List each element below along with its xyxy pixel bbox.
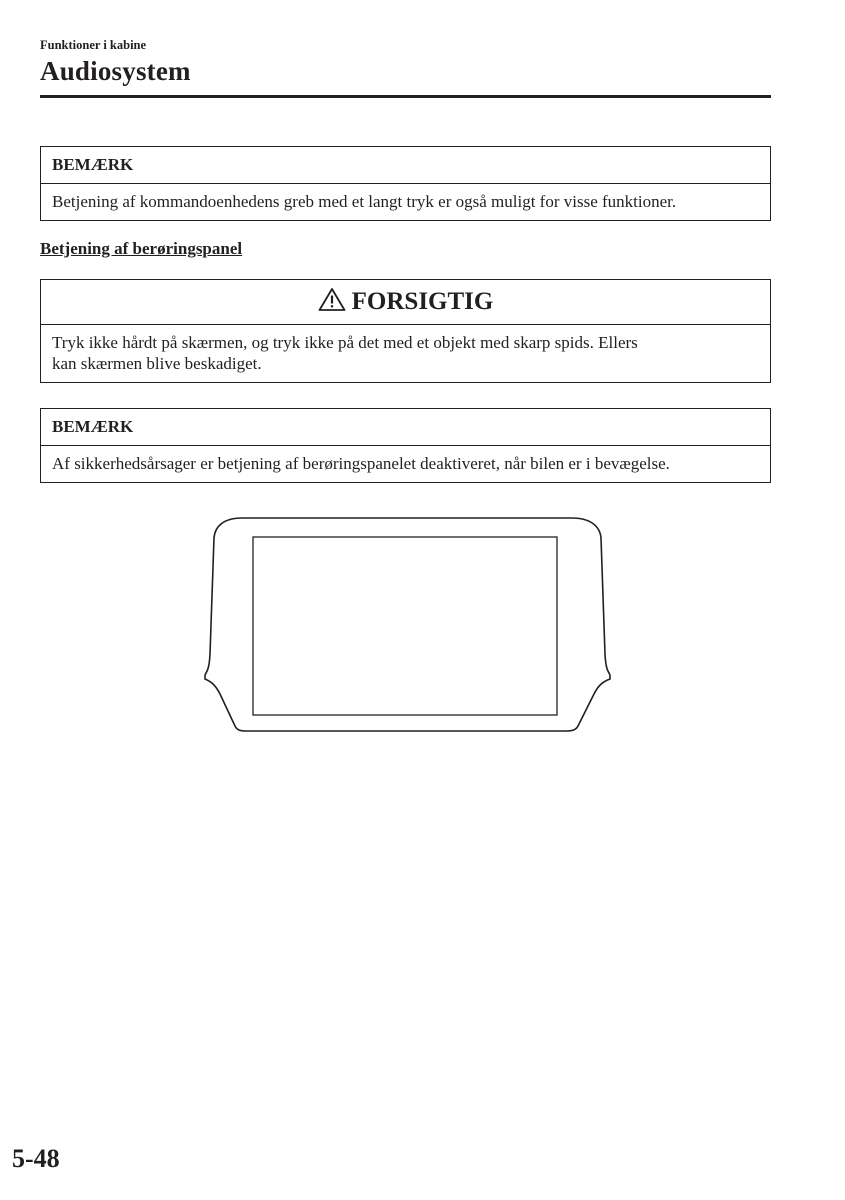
caution-text-line: Tryk ikke hårdt på skærmen, og tryk ikke på det med et objekt med skarp spids. Ellers	[52, 333, 638, 352]
touchscreen-display-illustration	[202, 514, 614, 741]
note-box	[40, 146, 771, 221]
note-box	[40, 408, 771, 483]
caution-text	[41, 325, 770, 382]
caution-heading: FORSIGTIG	[351, 288, 494, 315]
note-heading: BEMÆRK	[41, 409, 770, 446]
note-heading: BEMÆRK	[41, 147, 770, 184]
section-label: Funktioner i kabine	[40, 38, 147, 52]
caution-text-line: kan skærmen blive beskadiget.	[52, 354, 262, 373]
display-screen	[253, 537, 557, 715]
caution-box	[40, 279, 771, 383]
note-text: Af sikkerhedsårsager er betjening af berøringspanelet deaktiveret, når bilen er i bevægelse.	[52, 454, 670, 473]
note-text: Betjening af kommandoenhedens greb med et langt tryk er også muligt for visse funktioner.	[52, 192, 677, 211]
touch-panel-subheading: Betjening af berøringspanel	[40, 239, 243, 258]
page-number: 5-48	[12, 1144, 60, 1173]
page-title: Audiosystem	[40, 56, 191, 86]
display-bezel	[205, 518, 610, 731]
title-divider	[40, 95, 771, 98]
caution-heading-row	[41, 280, 770, 325]
warning-triangle-icon	[318, 287, 346, 312]
